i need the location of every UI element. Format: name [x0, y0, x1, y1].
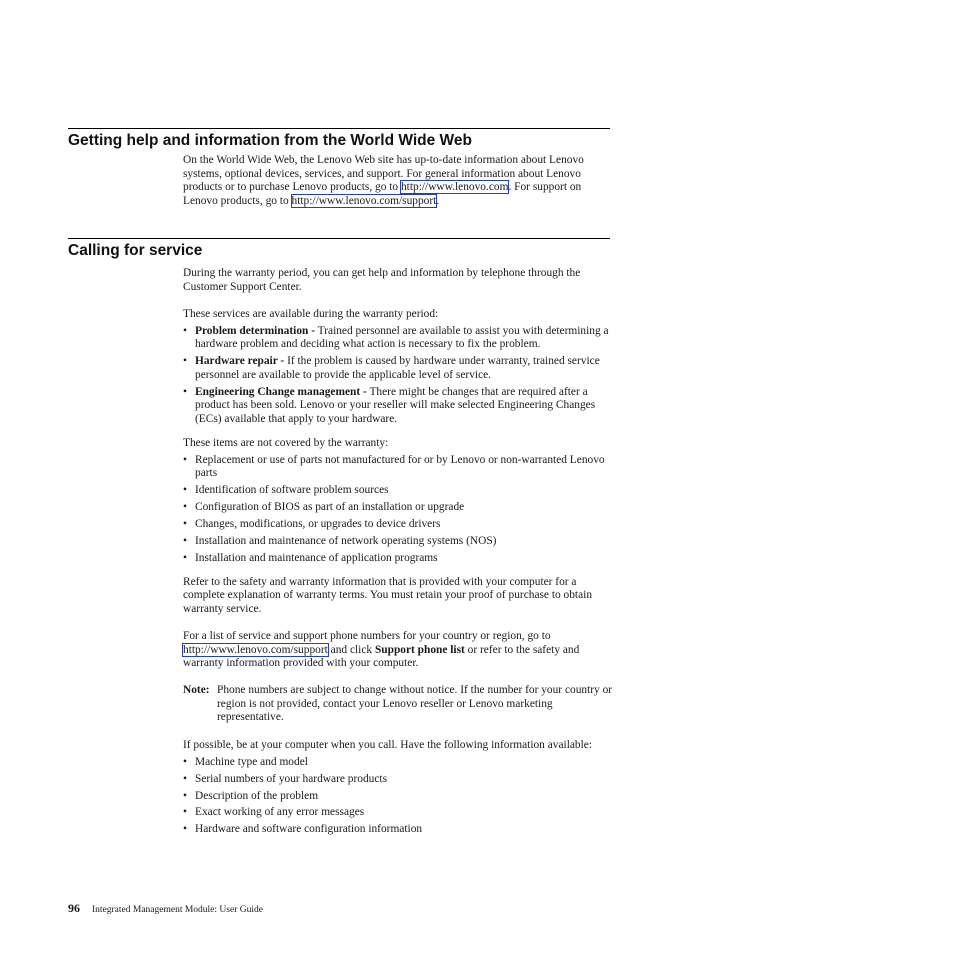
list-item: • Hardware and software configuration information	[183, 823, 423, 836]
bullet-icon: •	[183, 755, 187, 768]
bullet-icon: •	[183, 552, 187, 565]
section-divider	[68, 238, 610, 239]
not-covered-list	[183, 454, 613, 566]
info-list	[183, 756, 613, 838]
page-number: 96	[68, 901, 80, 915]
lenovo-home-link[interactable]: http://www.lenovo.com	[400, 181, 509, 194]
lenovo-support-link[interactable]: http://www.lenovo.com/support	[291, 194, 437, 207]
list-item: • Replacement or use of parts not manufactured for or by Lenovo or non-warranted Lenovo parts	[183, 453, 605, 480]
book-title: Integrated Management Module: User Guide	[92, 905, 263, 915]
web-paragraph: On the World Wide Web, the Lenovo Web site has up-to-date information about Lenovo systems, optional devices, services, and support. For general information about Lenovo products or to purchase Lenovo products, go to http://www.lenovo.com. For support on Lenovo products, go to http://www.lenovo.com/support.	[183, 154, 584, 207]
bullet-icon: •	[183, 772, 187, 785]
support-link[interactable]: http://www.lenovo.com/support	[183, 643, 328, 656]
list-item: • Problem determination - Trained personnel are available to assist you with determining a hardware problem and deciding what action is necessary to fix the problem.	[183, 324, 609, 351]
services-list	[183, 325, 613, 427]
section-web-help	[68, 128, 610, 208]
possible-paragraph: If possible, be at your computer when you call. Have the following information available:	[183, 738, 592, 751]
list-item: • Exact working of any error messages	[183, 806, 365, 819]
list-item: • Description of the problem	[183, 789, 319, 802]
list-item: • Hardware repair - If the problem is caused by hardware under warranty, trained service personnel are available to provide the applicable level of service.	[183, 355, 600, 381]
note-block	[183, 684, 613, 725]
section-heading: Calling for service	[68, 242, 203, 259]
bullet-icon: •	[183, 385, 187, 398]
list-item: • Changes, modifications, or upgrades to device drivers	[183, 518, 441, 531]
section-body	[183, 154, 613, 208]
intro-paragraph: During the warranty period, you can get help and information by telephone through the Customer Support Center.	[183, 267, 581, 293]
section-divider	[68, 128, 610, 129]
bullet-icon: •	[183, 453, 187, 466]
phone-list-paragraph: For a list of service and support phone numbers for your country or region, go to http://www.lenovo.com/support and click Support phone list or refer to the safety and warranty information provided with your computer.	[183, 629, 580, 670]
bullet-icon: •	[183, 484, 187, 497]
services-intro: These services are available during the warranty period:	[183, 307, 439, 320]
list-item: • Installation and maintenance of application programs	[183, 552, 438, 565]
list-item: • Engineering Change management - There might be changes that are required after a product has been sold. Lenovo or your reseller will make selected Engineering Changes (ECs) available that apply to your hardware.	[183, 385, 596, 426]
list-item: • Identification of software problem sources	[183, 484, 389, 497]
section-calling-service	[68, 238, 613, 840]
bullet-icon: •	[183, 823, 187, 836]
list-item: • Installation and maintenance of network operating systems (NOS)	[183, 535, 497, 548]
list-item: • Machine type and model	[183, 755, 308, 768]
page-footer	[68, 901, 263, 917]
bullet-icon: •	[183, 518, 187, 531]
section-body	[183, 267, 613, 837]
note-label: Note:	[183, 684, 210, 697]
bullet-icon: •	[183, 324, 187, 337]
bullet-icon: •	[183, 789, 187, 802]
list-item: • Configuration of BIOS as part of an installation or upgrade	[183, 501, 465, 514]
refer-paragraph: Refer to the safety and warranty information that is provided with your computer for a complete explanation of warranty terms. You must retain your proof of purchase to obtain warranty service.	[183, 575, 593, 615]
section-heading: Getting help and information from the World Wide Web	[68, 132, 472, 149]
not-covered-intro: These items are not covered by the warranty:	[183, 436, 389, 449]
bullet-icon: •	[183, 501, 187, 514]
list-item: • Serial numbers of your hardware products	[183, 772, 387, 785]
note-text: Phone numbers are subject to change without notice. If the number for your country or region is not provided, contact your Lenovo reseller or Lenovo marketing representative.	[217, 684, 613, 724]
bullet-icon: •	[183, 806, 187, 819]
bullet-icon: •	[183, 355, 187, 368]
bullet-icon: •	[183, 535, 187, 548]
